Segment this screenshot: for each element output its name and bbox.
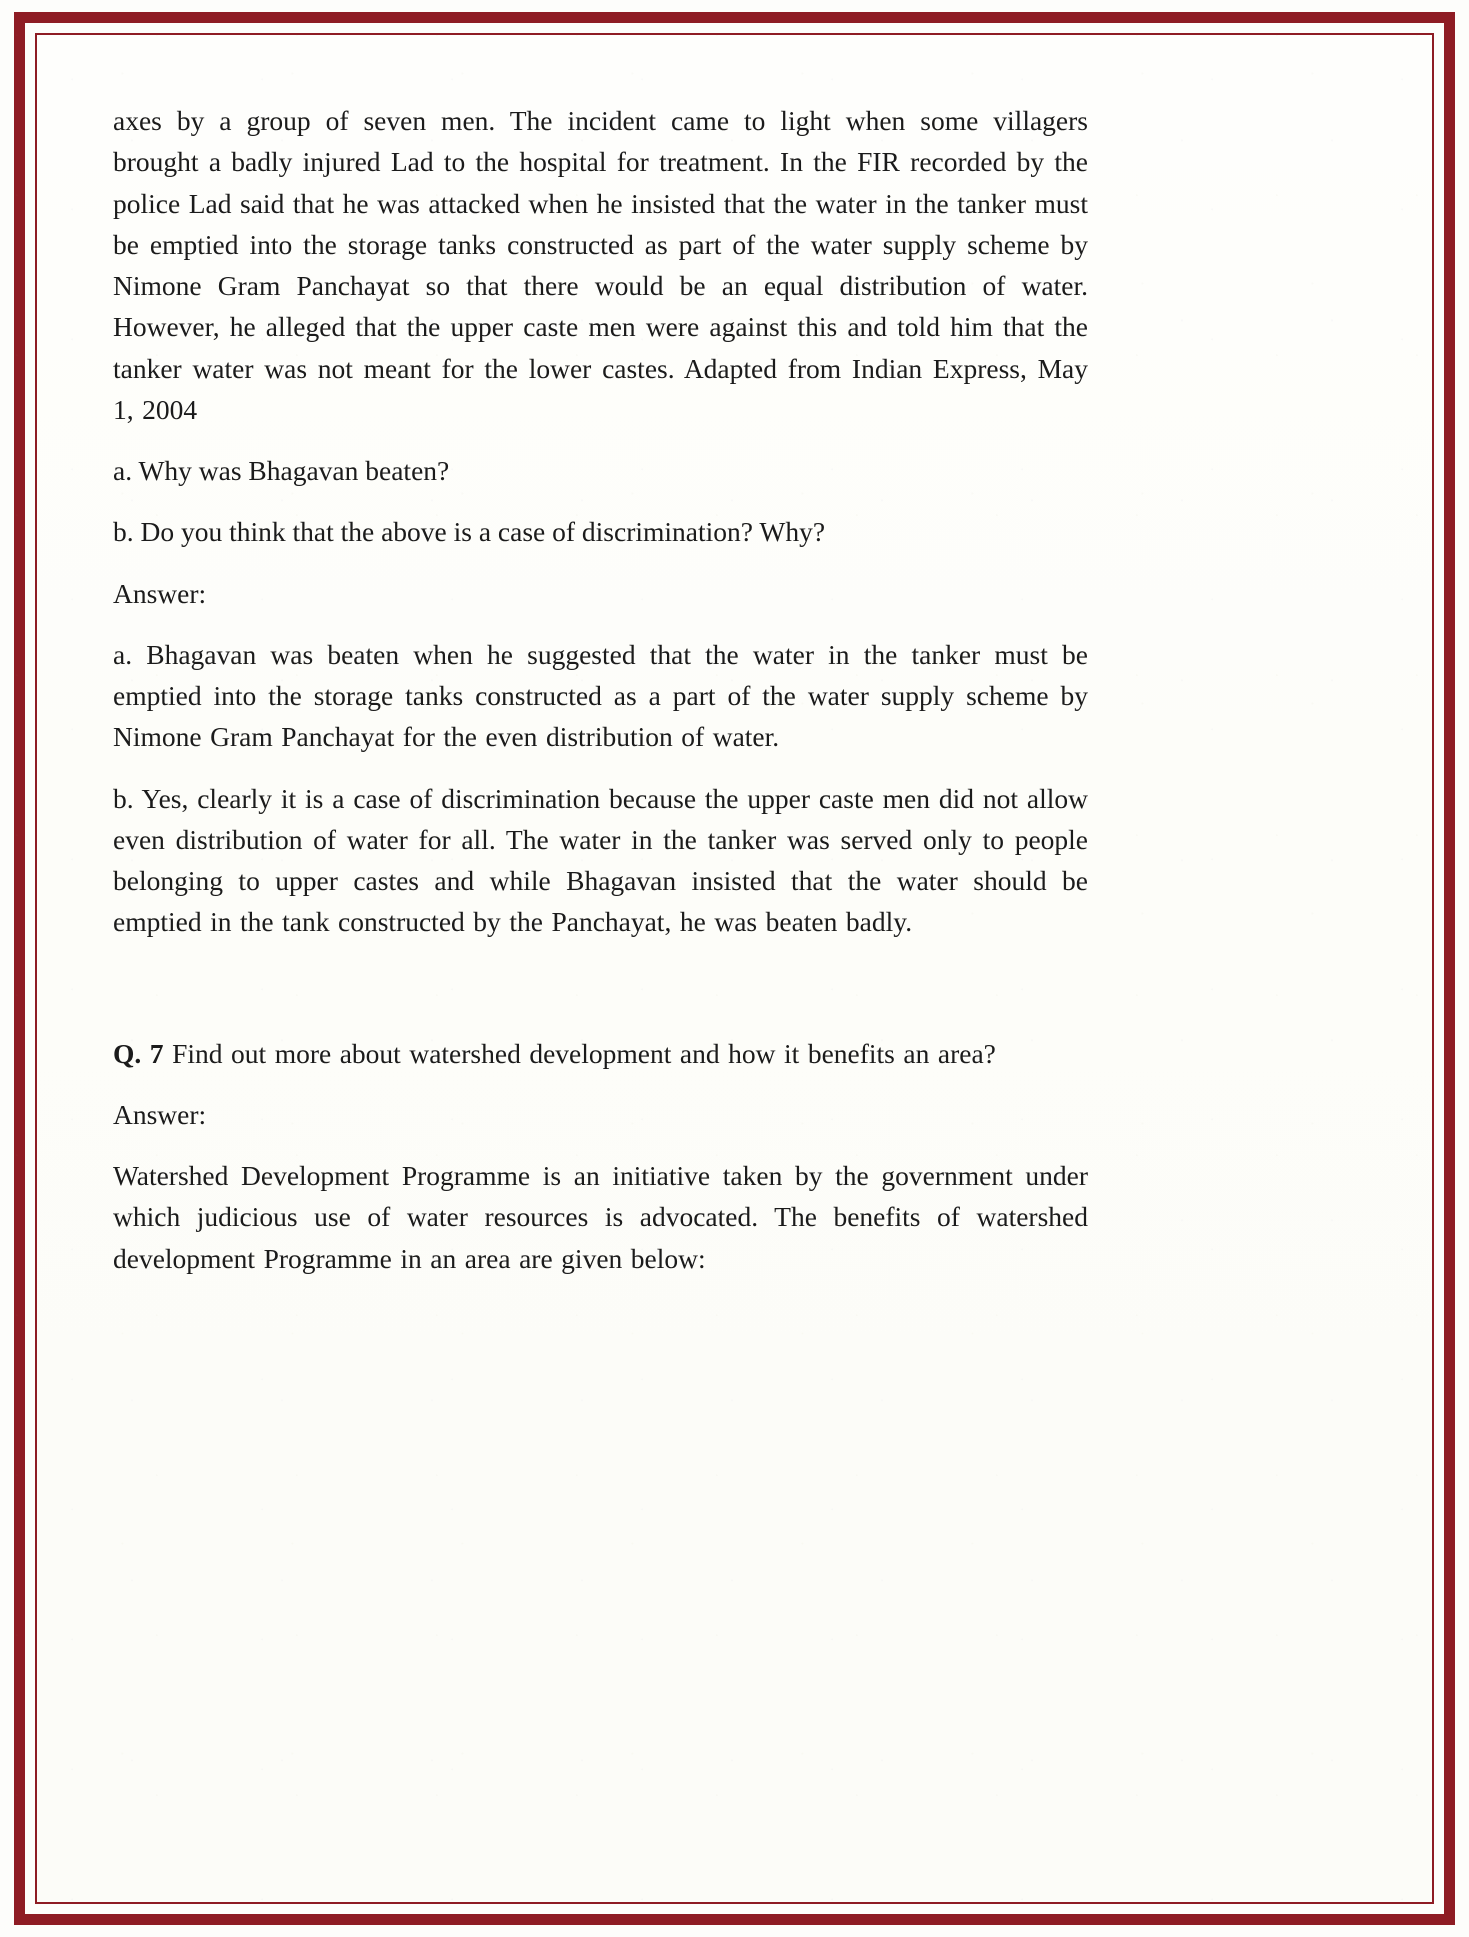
question-a-text: a. Why was Bhagavan beaten? (113, 455, 450, 486)
answer-7-paragraph: Watershed Development Programme is an initiative taken by the government under which judicious use of water resources is advocated. The benefits of watershed development Programme in an area are given below: (113, 1160, 1088, 1274)
question-b-text: b. Do you think that the above is a case of discrimination? Why? (113, 516, 826, 548)
document-content (113, 100, 1088, 1299)
answer-label-second: Answer: (113, 1098, 207, 1130)
answer-label-first: Answer: (113, 577, 207, 609)
answer-b-paragraph: b. Yes, clearly it is a case of discrimination because the upper caste men did not allow even distribution of water for all. The water in the tanker was served only to people belonging to upper castes and while Bhagavan insisted that the water should be emptied in the tank constructed by the Panchayat, he was beaten badly. (113, 782, 1088, 938)
answer-a-paragraph: a. Bhagavan was beaten when he suggested that the water in the tanker must be emptied into the storage tanks constructed as a part of the water supply scheme by Nimone Gram Panchayat for the even distribution of water. (113, 638, 1088, 753)
section-spacer (113, 963, 1088, 1033)
question-7-text: Find out more about watershed development and how it benefits an area? (163, 1037, 996, 1069)
question-7-number: Q. 7 (113, 1037, 164, 1069)
passage-paragraph: axes by a group of seven men. The incident came to light when some villagers brought a badly injured Lad to the hospital for treatment. In the FIR recorded by the police Lad said that he was attacked when he insisted that the water in the tanker must be emptied into the storage tanks constructed as part of the water supply scheme by Nimone Gram Panchayat so that there would be an equal distribution of water. However, he alleged that the upper caste men were against this and told him that the tanker water was not meant for the lower castes. Adapted from Indian Express, May 1, 2004 (113, 105, 1088, 425)
question-7-heading (113, 1033, 1088, 1074)
